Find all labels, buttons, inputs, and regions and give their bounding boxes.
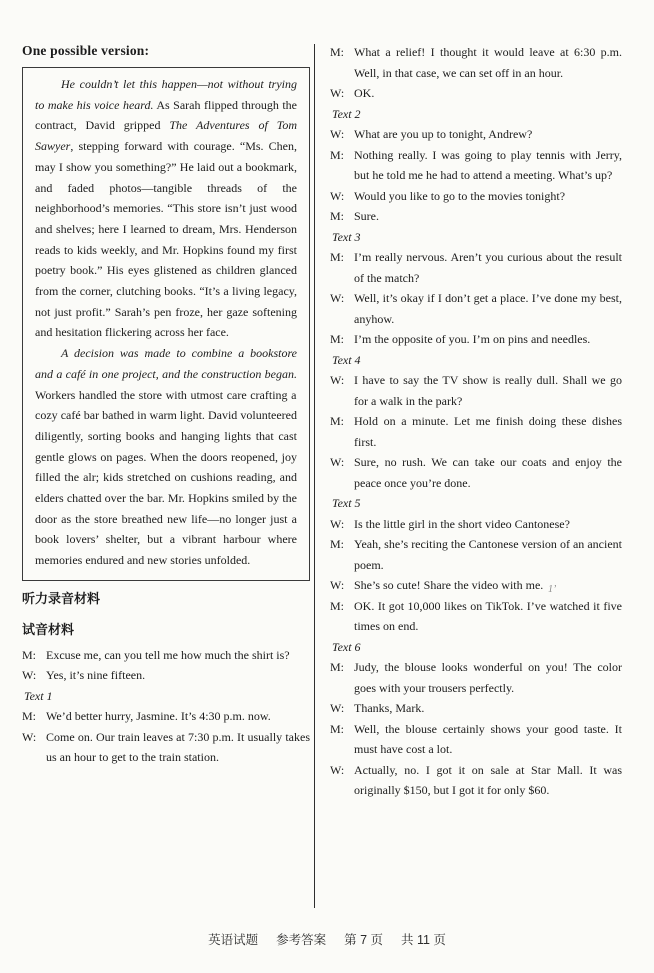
dialogue-text: OK. It got 10,000 likes on TikTok. I’ve watched it five times on end. — [354, 598, 622, 633]
dialogue-line — [22, 645, 310, 666]
dialogue-line — [330, 247, 622, 288]
speaker-label: W: — [330, 762, 345, 777]
speaker-label: M: — [330, 537, 345, 551]
dialogue-line — [330, 42, 622, 83]
speaker-label: M: — [330, 250, 345, 264]
dialogue-text: I’m the opposite of you. I’m on pins and needles. — [354, 332, 591, 346]
essay-p2-italic-lead: A decision was made to combine a bookstore and a café in one project, and the construction began. — [35, 346, 297, 381]
speaker-label: W: — [22, 668, 37, 683]
essay-p1-rest: , stepping forward with courage. “Ms. Chen, may I show you something?” He laid out a bookmark, and faded photos—tangible threads of the neighborhood’s memories. “This store isn’t just wood and shelves; here I learned to dream, Mrs. Henderson reads to kids weekly, and Mr. Hopkins found my first poetry book.” His eyes glistened as children glanced from the corner, clutching books. “It’s a living legacy, not just profit.” Sarah’s pen froze, her gaze softening and hesitation flickering across her face. — [35, 139, 297, 340]
speaker-label: W: — [330, 291, 345, 305]
footer-total-pages: 共 11 页 — [401, 933, 446, 947]
text-section-heading: Text 4 — [332, 352, 361, 367]
dialogue-line — [22, 665, 310, 686]
dialogue-line — [330, 514, 622, 535]
speaker-label: M: — [330, 147, 345, 162]
left-column — [22, 40, 310, 768]
speaker-label: M: — [330, 660, 345, 674]
dialogue-text: Actually, no. I got it on sale at Star Mall. It was originally $150, but I got it for only $60. — [354, 762, 622, 797]
dialogue-text: Come on. Our train leaves at 7:30 p.m. It usually takes us an hour to get to the train station. — [46, 729, 310, 765]
dialogue-line — [330, 329, 622, 350]
speaker-label: W: — [330, 188, 345, 203]
dialogue-line — [22, 727, 310, 768]
dialogue-text: Thanks, Mark. — [354, 701, 425, 715]
dialogue-line — [330, 145, 622, 186]
text-section-heading: Text 1 — [24, 688, 53, 703]
dialogue-line — [330, 760, 622, 801]
book-title-italic: The Adventures of Tom Sawyer — [35, 118, 297, 154]
dialogue-text: What a relief! I thought it would leave at 6:30 p.m. Well, in that case, we can set off in an hour. — [354, 45, 622, 80]
dialogue-text: I have to say the TV show is really dull. Shall we go for a walk in the park? — [354, 373, 622, 408]
dialogue-line — [330, 288, 622, 329]
footer-page-number: 第 7 页 — [344, 933, 383, 947]
speaker-label: W: — [330, 373, 345, 387]
speaker-label: M: — [330, 598, 345, 613]
dialogue-line — [330, 206, 622, 227]
dialogue-text: Yeah, she’s reciting the Cantonese version of an ancient poem. — [354, 537, 622, 572]
dialogue-text: Sure, no rush. We can take our coats and enjoy the peace once you’re done. — [354, 455, 622, 490]
essay-paragraph-2 — [35, 343, 297, 571]
print-artifact-mark: 1’ — [548, 584, 557, 595]
right-dialogue — [330, 42, 622, 801]
speaker-label: W: — [330, 701, 345, 715]
essay-p1-italic-lead: He couldn’t let this happen—not without trying to make his voice heard. — [35, 77, 297, 112]
dialogue-line — [330, 124, 622, 145]
essay-p1-mid: As Sarah flipped through the contract, David gripped — [35, 97, 297, 133]
footer-answers-label: 参考答案 — [276, 933, 327, 947]
text-section-heading: Text 3 — [332, 229, 361, 244]
speaker-label: W: — [330, 86, 345, 100]
right-column — [330, 40, 622, 801]
speaker-label: M: — [330, 414, 345, 428]
dialogue-text: Excuse me, can you tell me how much the shirt is? — [46, 647, 290, 662]
dialogue-text: Is the little girl in the short video Cantonese? — [354, 516, 570, 531]
essay-box — [22, 67, 310, 581]
possible-version-heading: One possible version: — [22, 43, 150, 58]
dialogue-text: Judy, the blouse looks wonderful on you! The color goes with your trousers perfectly. — [354, 660, 622, 695]
dialogue-line — [330, 83, 622, 104]
text-section-heading: Text 6 — [332, 639, 361, 654]
dialogue-text: Hold on a minute. Let me finish doing these dishes first. — [354, 414, 622, 449]
dialogue-text: Would you like to go to the movies tonight? — [354, 188, 566, 203]
dialogue-line — [330, 534, 622, 575]
column-divider-line — [314, 44, 315, 908]
dialogue-text: We’d better hurry, Jasmine. It’s 4:30 p.m. now. — [46, 709, 271, 724]
text-section-heading: Text 2 — [332, 106, 361, 121]
dialogue-text: Sure. — [354, 209, 379, 223]
page-footer — [0, 930, 654, 948]
section-listening-materials: 听力录音材料 — [22, 590, 101, 606]
dialogue-line — [330, 596, 622, 637]
dialogue-text: What are you up to tonight, Andrew? — [354, 127, 533, 141]
speaker-label: W: — [22, 729, 37, 744]
dialogue-line — [330, 657, 622, 698]
dialogue-text: She’s so cute! Share the video with me. — [354, 578, 544, 592]
dialogue-text: Well, it’s okay if I don’t get a place. I’ve done my best, anyhow. — [354, 291, 622, 326]
text-section-heading: Text 5 — [332, 496, 361, 510]
speaker-label: W: — [330, 516, 345, 531]
speaker-label: W: — [330, 578, 345, 592]
dialogue-line — [330, 719, 622, 760]
dialogue-line — [330, 575, 622, 596]
dialogue-line — [22, 706, 310, 727]
speaker-label: W: — [330, 127, 345, 141]
dialogue-line — [330, 411, 622, 452]
essay-paragraph-1 — [35, 74, 297, 343]
dialogue-line — [330, 186, 622, 207]
speaker-label: M: — [330, 721, 345, 736]
speaker-label: W: — [330, 455, 345, 469]
dialogue-line — [330, 452, 622, 493]
dialogue-line — [330, 370, 622, 411]
footer-doc-title: 英语试题 — [208, 933, 259, 947]
dialogue-text: OK. — [354, 86, 375, 100]
speaker-label: M: — [22, 709, 37, 724]
section-test-audio: 试音材料 — [22, 621, 75, 637]
speaker-label: M: — [330, 332, 345, 346]
dialogue-text: Yes, it’s nine fifteen. — [46, 668, 146, 683]
left-dialogue — [22, 645, 310, 768]
speaker-label: M: — [330, 45, 345, 59]
dialogue-text: Nothing really. I was going to play tennis with Jerry, but he told me he had to attend a meeting. What’s up? — [354, 147, 622, 182]
dialogue-text: Well, the blouse certainly shows your good taste. It must have cost a lot. — [354, 721, 622, 756]
speaker-label: M: — [330, 209, 345, 223]
dialogue-text: I’m really nervous. Aren’t you curious about the result of the match? — [354, 250, 622, 285]
essay-p2-rest: Workers handled the store with utmost care crafting a cozy café bar bathed in warm light. David volunteered diligently, sorting books and hanging lights that cast gentle glows on pages. When the doors reopened, joy filled the alr; kids stretched on cushions reading, and elders chatted over the bar. Mr. Hopkins smiled by the door as the store breathed new life—no longer just a book lovers’ shelter, but a vibrant harbour where memories endured and new stories unfolded. — [35, 387, 297, 568]
dialogue-line — [330, 698, 622, 719]
speaker-label: M: — [22, 647, 37, 662]
